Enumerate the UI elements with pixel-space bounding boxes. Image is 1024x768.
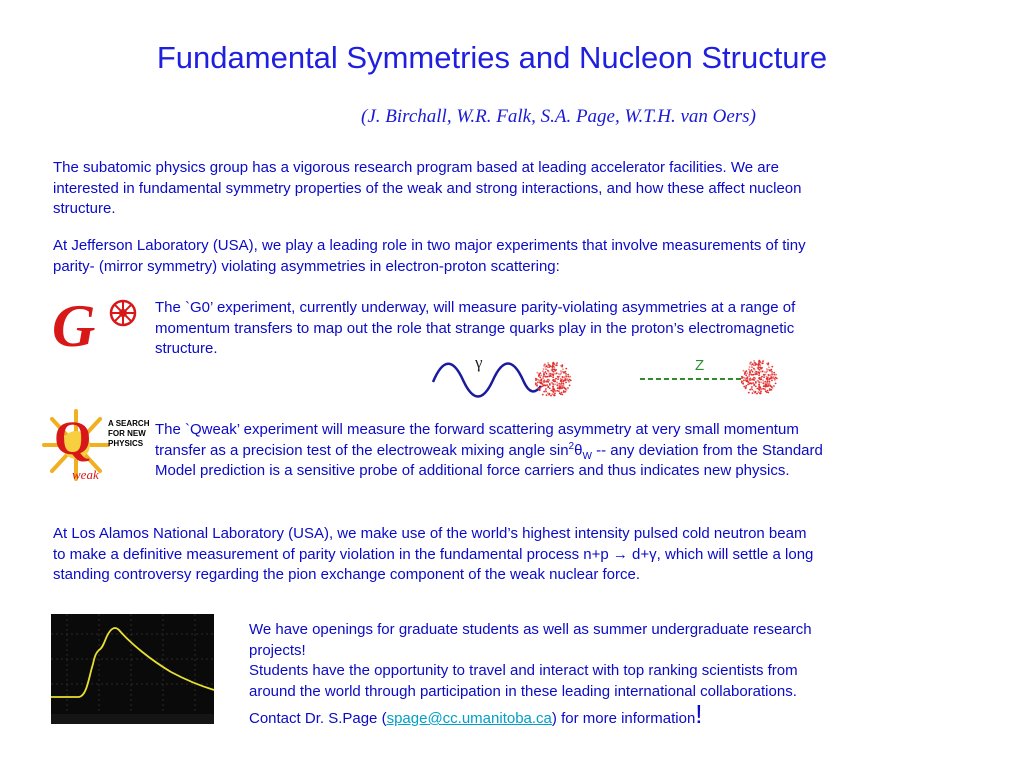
z-label: Z	[695, 357, 705, 374]
qweak-line-text: -- any deviation from the Standard	[591, 441, 823, 459]
openings-paragraph	[249, 620, 949, 730]
qweak-paragraph	[155, 420, 925, 482]
gamma-label: γ	[475, 353, 483, 372]
lanl-line: standing controversy regarding the pion exchange component of the weak nuclear force.	[53, 566, 641, 583]
qweak-line: Model prediction is a sensitive probe of additional force carriers and thus indicates new physics.	[155, 462, 790, 479]
lanl-line: to make a definitive measurement of parity violation in the fundamental process n+p → d+γ, which will settle a long	[53, 545, 814, 563]
openings-line: We have openings for graduate students as well as summer undergraduate research	[249, 621, 812, 638]
exclamation-mark: !	[695, 699, 703, 729]
superscript-2: 2	[568, 440, 575, 452]
qweak-line-text: transfer as a precision test of the electroweak mixing angle sin	[155, 441, 569, 459]
qweak-line: The `Qweak’ experiment will measure the forward scattering asymmetry at very small momentum	[155, 421, 799, 438]
nucleus-left	[535, 362, 572, 397]
authors-line: (J. Birchall, W.R. Falk, S.A. Page, W.T.H. van Oers)	[361, 106, 756, 127]
g0-logo-wheel-icon	[108, 298, 138, 328]
g0-line: structure.	[155, 340, 218, 357]
qweak-banner-line: A SEARCH	[108, 419, 150, 428]
oscilloscope-image	[51, 614, 214, 724]
contact-suffix: ) for more information	[551, 710, 696, 727]
openings-line: projects!	[249, 641, 306, 659]
intro-paragraph	[53, 158, 933, 220]
intro-line: interested in fundamental symmetry properties of the weak and strong interactions, and how these affect nucleon	[53, 179, 802, 197]
openings-line: around the world through participation in these leading international collaborations.	[249, 682, 797, 700]
contact-line	[249, 699, 949, 730]
qweak-banner-line: PHYSICS	[108, 439, 144, 448]
contact-prefix: Contact Dr. S.Page (	[249, 710, 387, 727]
qweak-logo-banner	[108, 419, 149, 449]
intro-line: The subatomic physics group has a vigorous research program based at leading accelerator facilities. We are	[53, 159, 779, 176]
page-title: Fundamental Symmetries and Nucleon Structure	[156, 40, 828, 75]
intro-line: structure.	[53, 200, 116, 217]
qweak-logo-weak: weak	[72, 467, 99, 482]
qweak-logo-q: Q	[54, 412, 92, 465]
nucleus-right	[741, 360, 778, 395]
subscript-w: W	[582, 450, 592, 462]
email-link[interactable]: spage@cc.umanitoba.ca	[386, 710, 552, 727]
qweak-logo	[40, 405, 150, 487]
lanl-line: At Los Alamos National Laboratory (USA), we make use of the world’s highest intensity pulsed cold neutron beam	[53, 525, 807, 542]
jlab-paragraph	[53, 236, 933, 277]
qweak-line	[155, 441, 925, 462]
qweak-banner-line: FOR NEW	[108, 429, 146, 438]
openings-line: Students have the opportunity to travel and interact with top ranking scientists from	[249, 662, 798, 679]
photon-wave	[433, 364, 541, 397]
g0-line: The `G0’ experiment, currently underway, will measure parity-violating asymmetries at a range of	[155, 299, 796, 316]
theta-symbol: θ	[574, 441, 583, 459]
scattering-diagram	[425, 348, 785, 404]
g0-line: momentum transfers to map out the role that strange quarks play in the proton’s electromagnetic	[155, 319, 795, 337]
jlab-line: parity- (mirror symmetry) violating asymmetries in electron-proton scattering:	[53, 257, 560, 275]
jlab-line: At Jefferson Laboratory (USA), we play a leading role in two major experiments that involve measurements of tiny	[53, 237, 806, 254]
lanl-paragraph	[53, 524, 933, 586]
g0-logo	[50, 293, 142, 360]
g0-logo-letter: G	[52, 293, 96, 359]
